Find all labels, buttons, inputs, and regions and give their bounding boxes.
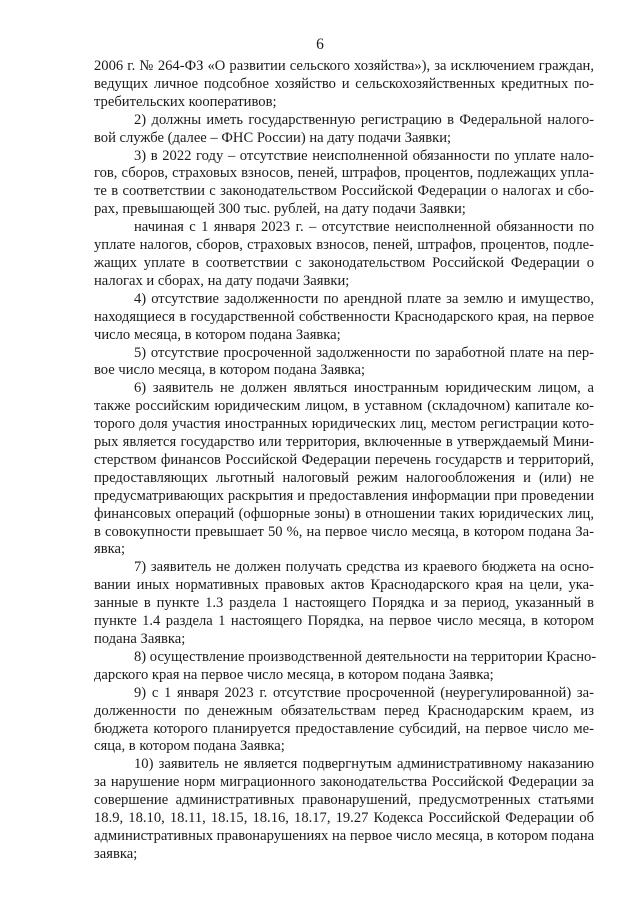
text-line: заявка; [94, 845, 138, 862]
text-line: 6) заявитель не должен являться иностранным юридическим лицом, а [134, 380, 594, 397]
text-line: 2) должны иметь государственную регистрацию в Федеральной налого- [134, 111, 594, 128]
text-line: административных правонарушениях на первое число месяца, в котором подана [94, 827, 595, 844]
text-line: ведущих личное подсобное хозяйство и сельскохозяйственных кредитных по- [94, 75, 594, 92]
text-line: в совокупности превышает 50 %, на первое число месяца, в котором подана За- [94, 523, 594, 540]
text-line: 4) отсутствие задолженности по арендной плате за землю и имущество, [134, 290, 594, 307]
text-line: 7) заявитель не должен получать средства из краевого бюджета на осно- [134, 559, 594, 576]
page-number: 6 [316, 36, 324, 53]
text-line: налогах и сборах, на дату подачи Заявки; [94, 272, 350, 289]
text-line: рых является государство или территория, включенные в утверждаемый Мини- [94, 434, 594, 451]
text-line: число месяца, в котором подана Заявка; [94, 326, 341, 343]
text-line: стерством финансов Российской Федерации перечень государств и территорий, [94, 451, 594, 468]
text-line: финансовых операций (офшорные зоны) в отношении таких юридических лиц, [94, 505, 594, 522]
text-line: пункте 1.4 раздела 1 настоящего Порядка, на первое число месяца, в котором [94, 613, 594, 630]
text-line: находящиеся в государственной собственности Краснодарского края, на первое [94, 308, 594, 325]
text-line: 8) осуществление производственной деятельности на территории Красно- [134, 648, 597, 665]
text-line: вой службе (далее – ФНС России) на дату подачи Заявки; [94, 129, 452, 146]
text-line: предусматривающих раскрытия и предоставления информации при проведении [94, 487, 594, 504]
text-line: жащих уплате в соответствии с законодательством Российской Федерации о [94, 254, 594, 271]
text-line: 3) в 2022 году – отсутствие неисполненной обязанности по уплате нало- [134, 147, 594, 164]
text-line: явка; [94, 541, 126, 558]
text-line: подана Заявка; [94, 631, 186, 647]
text-line: также российским юридическим лицом, в уставном (складочном) капитале ко- [94, 398, 594, 415]
text-line: 18.9, 18.10, 18.11, 18.15, 18.16, 18.17, 19.27 Кодекса Российской Федерации об [94, 810, 594, 827]
text-line: рах, превышающей 300 тыс. рублей, на дату подачи Заявки; [94, 201, 466, 218]
text-line: сяца, в котором подана Заявка; [94, 738, 285, 755]
text-line: начиная с 1 января 2023 г. – отсутствие неисполненной обязанности по [134, 219, 594, 236]
text-line: 2006 г. № 264-ФЗ «О развитии сельского хозяйства»), за исключением граждан, [94, 58, 594, 74]
text-line: вании иных нормативных правовых актов Краснодарского края на цели, ука- [94, 577, 594, 594]
text-line: гов, сборов, страховых взносов, пеней, штрафов, процентов, подлежащих упла- [94, 165, 594, 182]
text-line: дарского края на первое число месяца, в котором подана Заявка; [94, 666, 494, 683]
text-line: требительских кооперативов; [94, 93, 277, 110]
text-line: предоставляющих льготный налоговый режим налогообложения и (или) не [94, 469, 594, 486]
text-line: те в соответствии с законодательством Российской Федерации о налогах и сбо- [94, 183, 594, 200]
text-line: 10) заявитель не является подвергнутым административному наказанию [134, 756, 594, 773]
text-line: 9) с 1 января 2023 г. отсутствие просроченной (неурегулированной) за- [134, 684, 594, 701]
text-line: торого доля участия иностранных юридических лиц, местом регистрации кото- [94, 416, 594, 433]
text-line: вое число месяца, в котором подана Заявка; [94, 362, 366, 379]
text-line: долженности по денежным обязательствам перед Краснодарским краем, из [94, 702, 594, 719]
document-body [94, 58, 597, 864]
text-line: бюджета которого планируется предоставление субсидий, на первое число ме- [94, 720, 594, 737]
text-line: совершение административных правонарушений, предусмотренных статьями [94, 792, 594, 809]
text-line: занные в пункте 1.3 раздела 1 настоящего Порядка и за период, указанный в [94, 595, 594, 612]
text-line: 5) отсутствие просроченной задолженности по заработной плате на пер- [134, 344, 594, 361]
text-line: уплате налогов, сборов, страховых взносов, пеней, штрафов, процентов, подле- [94, 237, 594, 254]
text-line: за нарушение норм миграционного законодательства Российской Федерации за [94, 774, 594, 791]
